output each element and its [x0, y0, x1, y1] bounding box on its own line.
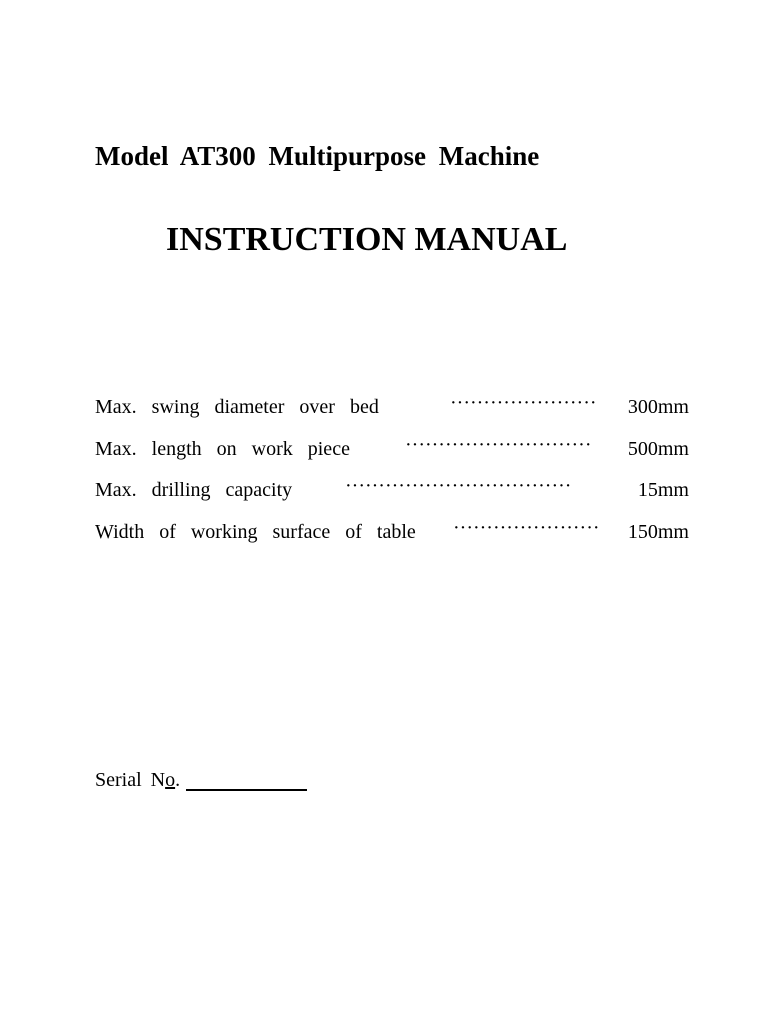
serial-blank-line [186, 789, 307, 791]
spec-label: Max. swing diameter over bed [95, 396, 379, 418]
spec-list [95, 394, 689, 561]
spec-label: Max. drilling capacity [95, 479, 293, 502]
manual-title: INSTRUCTION MANUAL [166, 221, 568, 258]
dot-leader: ······················ [453, 517, 600, 540]
dot-leader: ·································· [345, 475, 572, 498]
serial-label-o: o [165, 769, 176, 791]
spec-row-table-width [95, 519, 689, 561]
spec-row-length [95, 433, 689, 478]
serial-label-prefix: Serial N [95, 769, 166, 791]
spec-value: 15mm [637, 479, 689, 502]
dot-leader: ······················ [450, 392, 597, 414]
spec-row-drilling-capacity [95, 477, 689, 519]
spec-row-swing-diameter [95, 394, 689, 436]
model-title: Model AT300 Multipurpose Machine [95, 141, 540, 171]
spec-label: Width of working surface of table [95, 521, 416, 544]
spec-value: 500mm [627, 437, 689, 460]
dot-leader: ···························· [405, 433, 592, 456]
spec-value: 150mm [627, 521, 689, 544]
serial-number [95, 769, 307, 792]
spec-value: 300mm [627, 396, 689, 418]
spec-label: Max. length on work piece [95, 437, 350, 460]
serial-label-suffix: . [175, 769, 181, 791]
